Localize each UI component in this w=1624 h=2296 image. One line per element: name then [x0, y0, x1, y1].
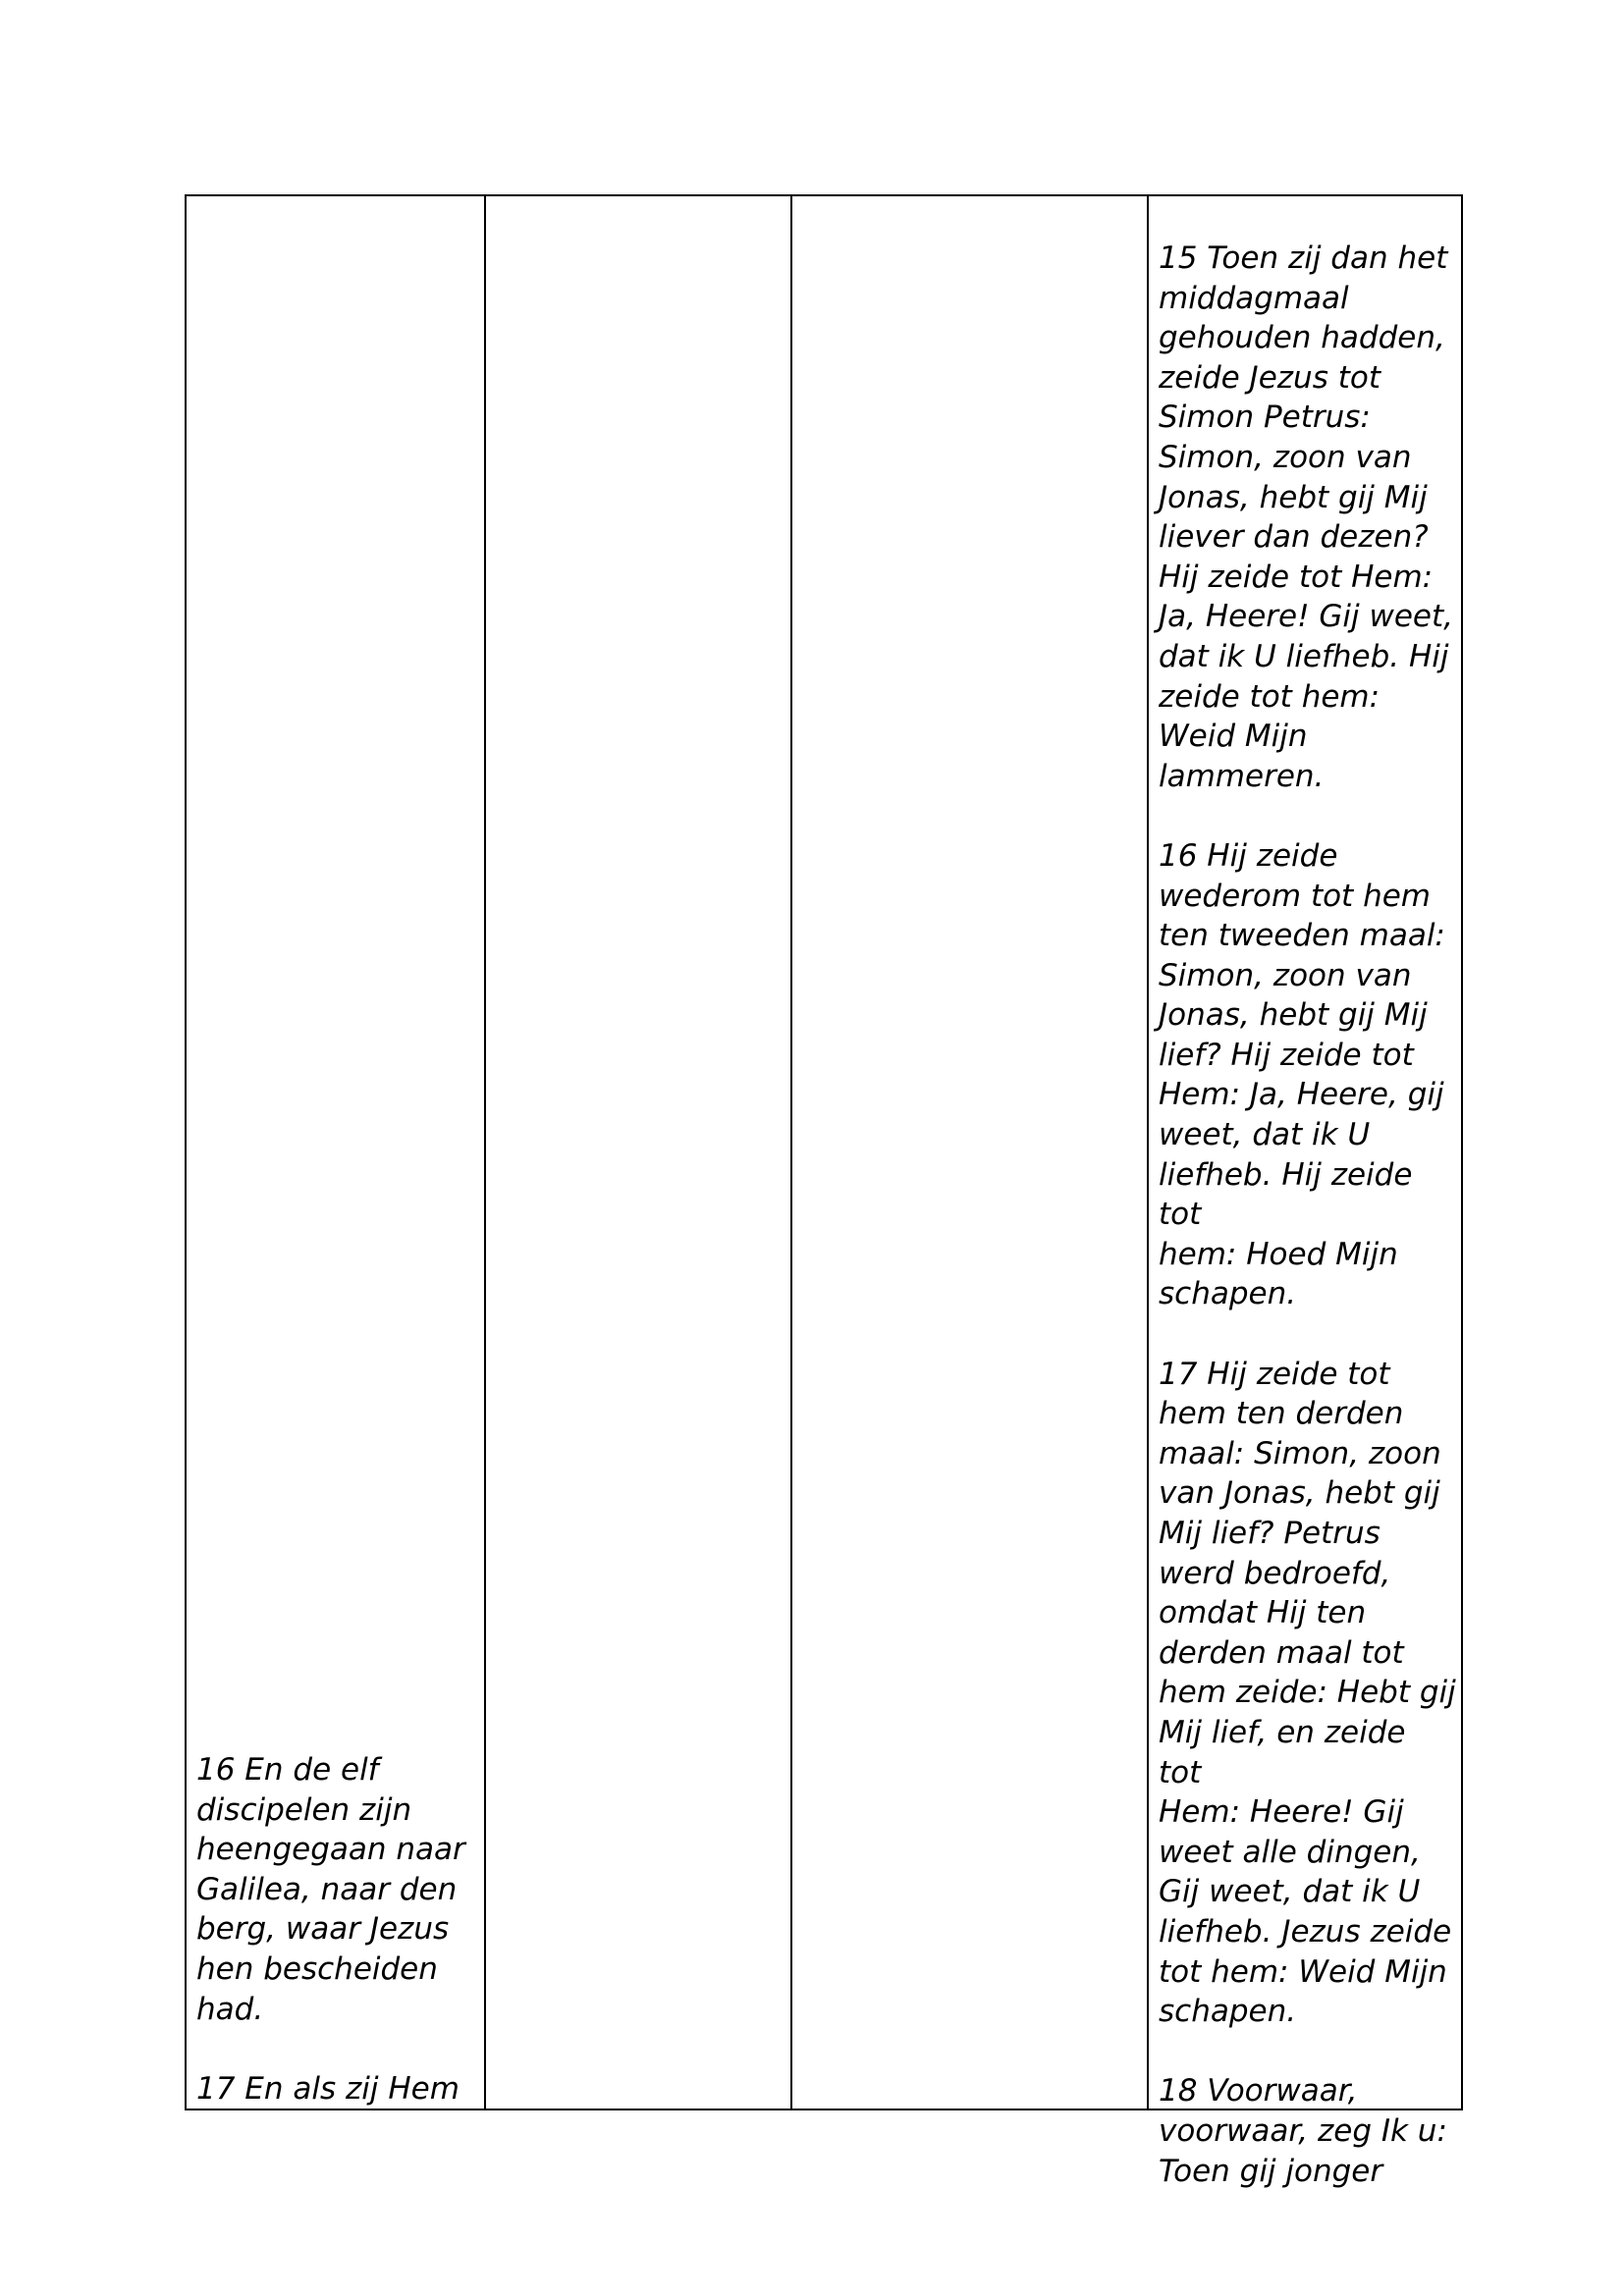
verse-paragraph: 18 Voorwaar, voorwaar, zeg Ik u: Toen gij jonger: [1159, 2073, 1447, 2189]
table-cell-column-1: [186, 195, 485, 2109]
table-cell-column-2: [485, 195, 791, 2109]
verse-paragraph: 17 Hij zeide tot hem ten derden maal: Simon, zoon van Jonas, hebt gij Mij lief? Petrus werd bedroefd, omdat Hij ten derden maal tot hem zeide: Hebt gij Mij lief, en zeide tot Hem: Heere! Gij weet alle dingen, Gij weet, dat ik U liefheb. Jezus zeide tot hem: Weid Mijn schapen.: [1159, 1356, 1456, 2030]
verse-paragraph: 15 Toen zij dan het middagmaal gehouden hadden, zeide Jezus tot Simon Petrus: Simon, zoon van Jonas, hebt gij Mij liever dan dezen? Hij zeide tot Hem: Ja, Heere! Gij weet, dat ik U liefheb. Hij zeide tot hem: Weid Mijn lammeren.: [1159, 240, 1454, 794]
verse-paragraph: 17 En als zij Hem: [196, 2070, 460, 2107]
verse-paragraph: 16 En de elf discipelen zijn heengegaan naar Galilea, naar den berg, waar Jezus hen bescheiden had.: [196, 1752, 465, 2027]
table-cell-column-4: [1148, 195, 1462, 2189]
verse-paragraph: 16 Hij zeide wederom tot hem ten tweeden maal: Simon, zoon van Jonas, hebt gij Mij lief? Hij zeide tot Hem: Ja, Heere, gij weet, dat ik U liefheb. Hij zeide tot hem: Hoed Mijn schapen.: [1159, 837, 1445, 1312]
comparison-table: [185, 194, 1463, 2189]
table-row: [186, 195, 1462, 2109]
table-cell-column-3: [791, 195, 1148, 2109]
column-4-text: [1149, 239, 1461, 2191]
column-1-text: [187, 1750, 484, 2109]
